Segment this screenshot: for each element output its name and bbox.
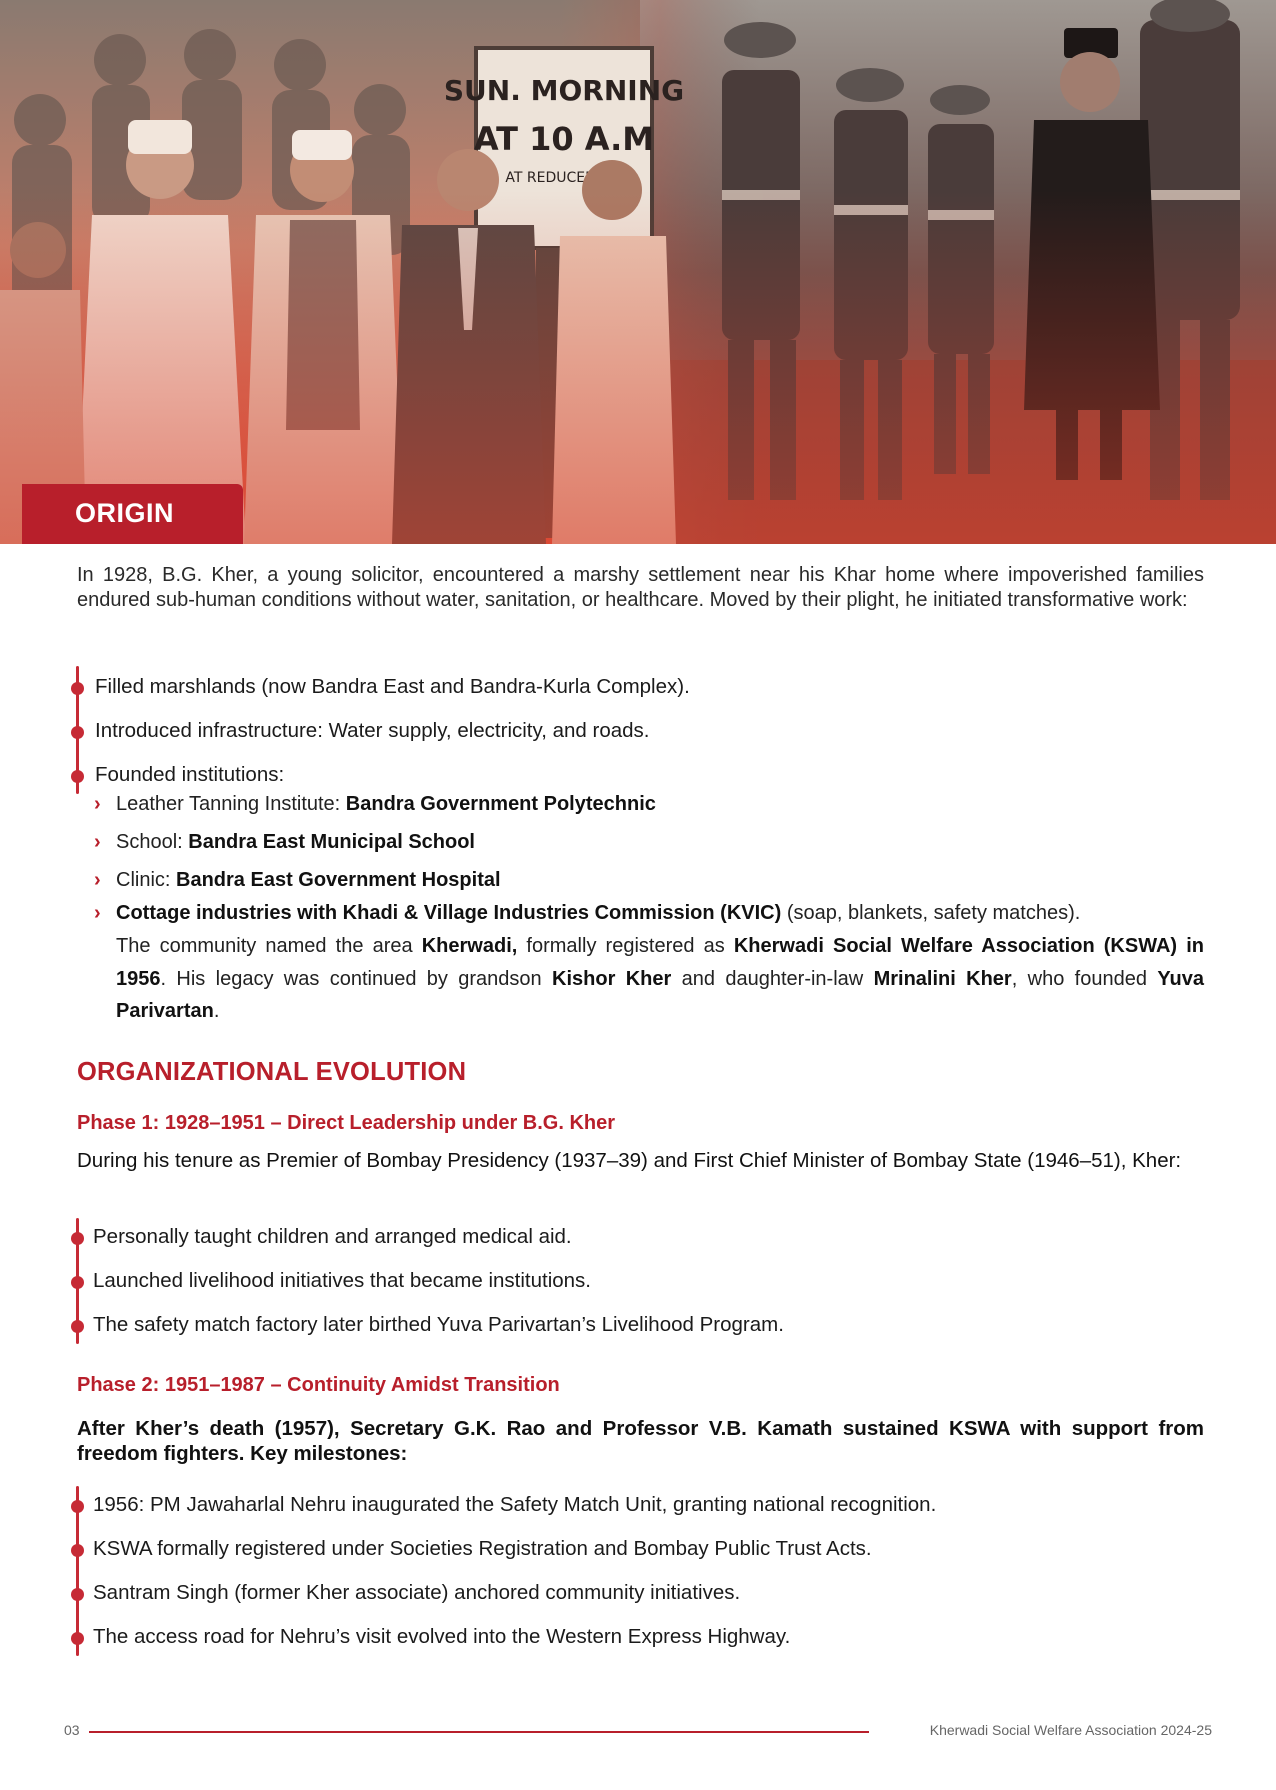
section-tab-origin: ORIGIN [22, 484, 243, 544]
legacy-bold: Kherwadi, [421, 935, 518, 957]
institution-item-1 [94, 791, 656, 817]
phase-2-lead: After Kher’s death (1957), Secretary G.K. Rao and Professor V.B. Kamath sustained KSWA with support from freedom fighters. Key milestones: [77, 1417, 1204, 1465]
institution-value: Bandra East Municipal School [188, 831, 475, 853]
institution-suffix: (soap, blankets, safety matches). [781, 902, 1081, 924]
institution-label: Clinic: [116, 869, 177, 891]
institution-item-2 [94, 829, 475, 855]
footer-publication: Kherwadi Social Welfare Association 2024-25 [929, 1722, 1212, 1738]
phase-1-bullet-3: The safety match factory later birthed Yuva Parivartan’s Livelihood Program. [70, 1312, 784, 1338]
chevron-right-icon: › [94, 869, 101, 891]
phase-2-bullet-2: KSWA formally registered under Societies Registration and Bombay Public Trust Acts. [70, 1536, 872, 1562]
legacy-text: . His legacy was continued by grandson [160, 967, 553, 990]
legacy-bold: Kherwadi Social Welfare Association (KSWA) in 1956 [116, 935, 1204, 990]
legacy-bold: Kishor Kher [552, 967, 672, 990]
hero-photo-collage [0, 0, 1276, 544]
institution-item-4 [94, 900, 1081, 926]
institution-item-3 [94, 867, 501, 893]
chevron-right-icon: › [94, 793, 101, 815]
phase-2-bullet-4: The access road for Nehru’s visit evolved into the Western Express Highway. [70, 1624, 790, 1650]
institution-label: Leather Tanning Institute: [116, 793, 346, 815]
phase-2-bullet-3: Santram Singh (former Kher associate) anchored community initiatives. [70, 1580, 740, 1606]
legacy-text: formally registered as [517, 935, 734, 957]
phase-1-bullet-1: Personally taught children and arranged medical aid. [70, 1224, 572, 1250]
phase-1-title: Phase 1: 1928–1951 – Direct Leadership under B.G. Kher [77, 1112, 616, 1134]
institution-value: Bandra Government Polytechnic [345, 793, 656, 815]
legacy-bold: Mrinalini Kher [873, 967, 1012, 990]
footer-divider [89, 1731, 869, 1733]
legacy-text: The community named the area [116, 935, 422, 957]
phase-1-bullet-2: Launched livelihood initiatives that became institutions. [70, 1268, 591, 1294]
origin-bullet-2: Introduced infrastructure: Water supply, electricity, and roads. [70, 718, 650, 744]
origin-intro: In 1928, B.G. Kher, a young solicitor, encountered a marshy settlement near his Khar home where impoverished families endured sub-human conditions without water, sanitation, or healthcare. Moved by their plight, he initiated transformative work: [77, 564, 1204, 611]
legacy-text: and daughter-in-law [671, 967, 874, 990]
institution-label: School: [116, 831, 189, 853]
institution-value: Cottage industries with Khadi & Village Industries Commission (KVIC) [116, 902, 782, 924]
institution-value: Bandra East Government Hospital [176, 869, 501, 891]
chevron-right-icon: › [94, 831, 101, 853]
section-heading-evolution: ORGANIZATIONAL EVOLUTION [77, 1058, 467, 1086]
legacy-bold: Yuva Parivartan [116, 967, 1205, 1022]
phase-2-bullet-1: 1956: PM Jawaharlal Nehru inaugurated the Safety Match Unit, granting national recognition. [70, 1492, 936, 1518]
phase-1-lead: During his tenure as Premier of Bombay Presidency (1937–39) and First Chief Minister of Bombay State (1946–51), Kher: [77, 1149, 1182, 1172]
hero-photo-banner [0, 0, 1276, 544]
origin-bullet-1: Filled marshlands (now Bandra East and Bandra-Kurla Complex). [70, 674, 690, 700]
legacy-text: . [213, 1000, 220, 1022]
chevron-right-icon: › [94, 902, 101, 924]
page-footer [64, 1722, 1212, 1742]
legacy-text: , who founded [1011, 967, 1158, 990]
legacy-paragraph [116, 930, 1204, 1028]
page-number: 03 [64, 1722, 80, 1738]
phase-2-title: Phase 2: 1951–1987 – Continuity Amidst Transition [77, 1374, 560, 1396]
origin-bullet-3: Founded institutions: [70, 762, 284, 788]
